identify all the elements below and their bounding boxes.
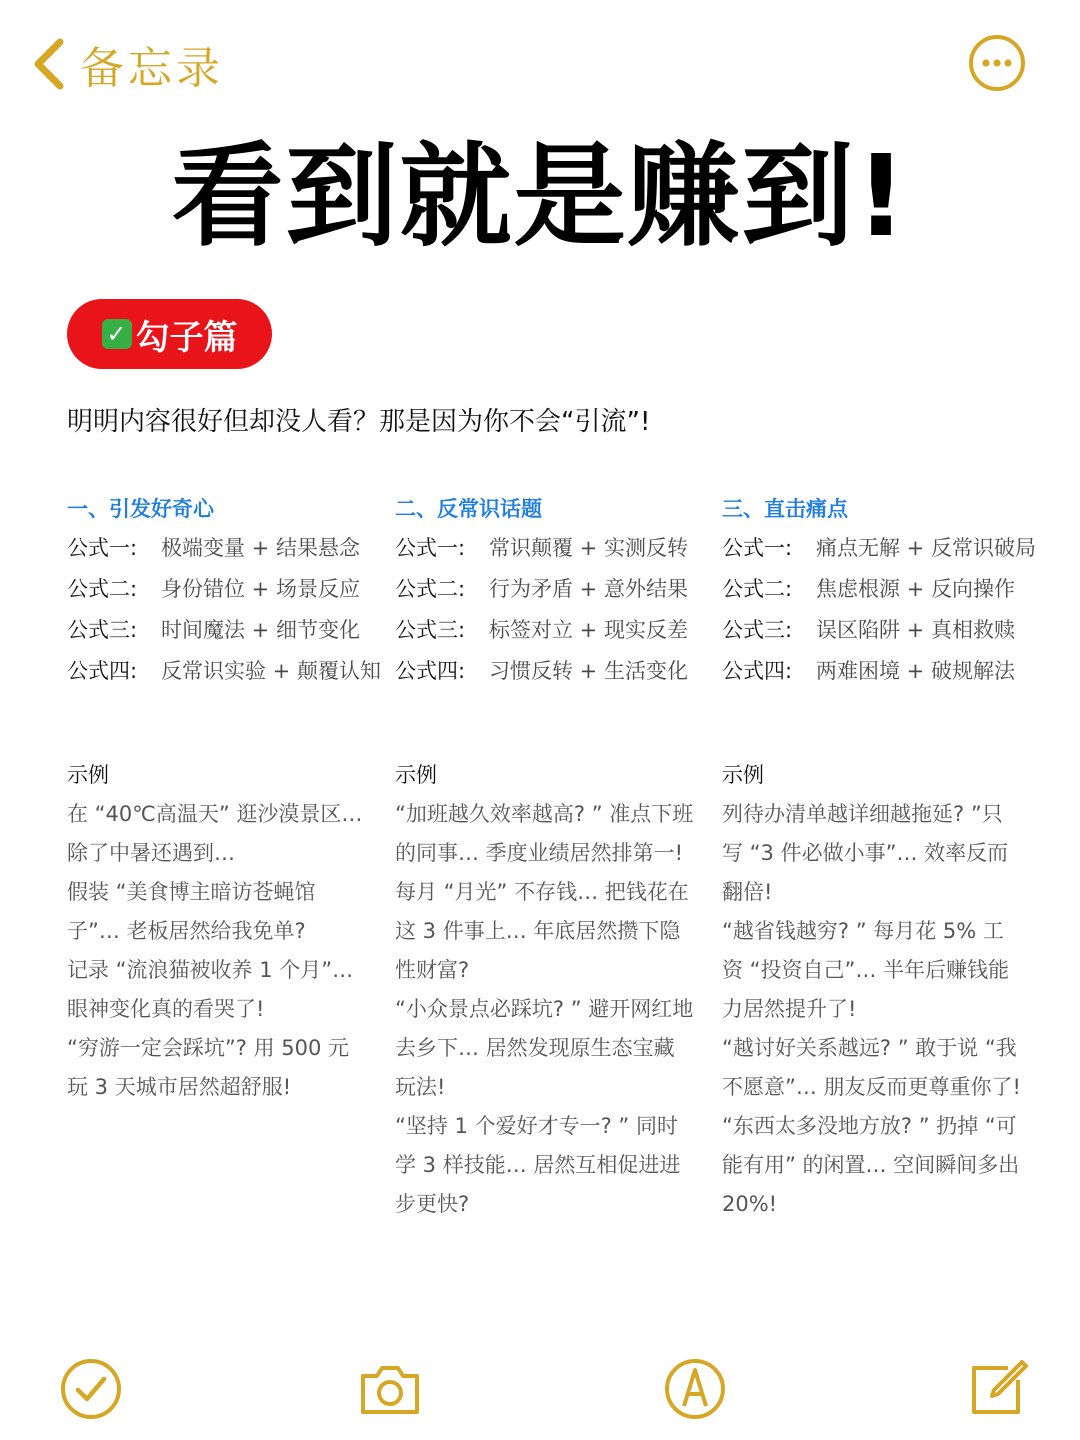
category-tag xyxy=(67,299,272,369)
example-item: “小众景点必踩坑? ” 避开网红地去乡下… 居然发现原生态宝藏玩法! xyxy=(395,997,694,1099)
example-item: 假装 “美食博主暗访苍蝇馆子”… 老板居然给我免单? xyxy=(67,880,316,943)
formula-text: 行为矛盾 + 意外结果 xyxy=(489,577,688,601)
column-title: 二、反常识话题 xyxy=(395,497,542,521)
formula-item xyxy=(722,569,1052,610)
example-item: 每月 “月光” 不存钱… 把钱花在这 3 件事上… 年底居然攒下隐性财富? xyxy=(395,880,689,982)
camera-icon[interactable] xyxy=(355,1354,425,1424)
formula-text: 误区陷阱 + 真相救赎 xyxy=(816,618,1015,642)
formula-label: 公式一: xyxy=(722,536,793,560)
top-navigation-bar xyxy=(0,0,1080,130)
example-item: 在 “40℃高温天” 逛沙漠景区… 除了中暑还遇到… xyxy=(67,802,363,865)
example-item: “东西太多没地方放? ” 扔掉 “可能有用” 的闲置… 空间瞬间多出 20%! xyxy=(722,1114,1020,1216)
column-title: 一、引发好奇心 xyxy=(67,497,214,521)
example-item: “加班越久效率越高? ” 准点下班的同事… 季度业绩居然排第一! xyxy=(395,802,694,865)
formula-label: 公式四: xyxy=(395,659,466,683)
formula-item xyxy=(722,610,1052,651)
formula-text: 痛点无解 + 反常识破局 xyxy=(816,536,1036,560)
formula-label: 公式四: xyxy=(67,659,138,683)
back-label: 备忘录 xyxy=(80,43,224,94)
formula-item xyxy=(722,651,1052,692)
example-item: “穷游一定会踩坑”? 用 500 元玩 3 天城市居然超舒服! xyxy=(67,1036,350,1099)
formula-label: 公式二: xyxy=(722,577,793,601)
formula-text: 标签对立 + 现实反差 xyxy=(489,618,688,642)
formula-list xyxy=(67,528,397,692)
example-item: “坚持 1 个爱好才专一? ” 同时学 3 样技能… 居然互相促进进步更快? xyxy=(395,1114,681,1216)
example-list xyxy=(395,795,695,1224)
formula-label: 公式三: xyxy=(67,618,138,642)
formula-item xyxy=(67,610,397,651)
back-button[interactable] xyxy=(30,34,224,94)
formula-label: 公式二: xyxy=(395,577,466,601)
formula-label: 公式一: xyxy=(67,536,138,560)
formula-label: 公式四: xyxy=(722,659,793,683)
more-icon[interactable] xyxy=(968,34,1026,92)
formula-item xyxy=(67,651,397,692)
formula-text: 常识颠覆 + 实测反转 xyxy=(489,536,688,560)
formula-text: 两难困境 + 破规解法 xyxy=(816,659,1015,683)
formula-text: 焦虑根源 + 反向操作 xyxy=(816,577,1015,601)
example-title: 示例 xyxy=(395,763,437,787)
example-title: 示例 xyxy=(67,763,109,787)
column-counterintuitive xyxy=(395,492,725,692)
formula-label: 公式一: xyxy=(395,536,466,560)
pen-tip-circle-icon[interactable] xyxy=(660,1354,730,1424)
formula-list xyxy=(722,528,1052,692)
formula-label: 公式三: xyxy=(395,618,466,642)
formula-text: 极端变量 + 结果悬念 xyxy=(161,536,360,560)
example-title: 示例 xyxy=(722,763,764,787)
formula-item xyxy=(395,528,725,569)
chevron-left-icon xyxy=(30,36,70,92)
example-item: “越讨好关系越远? ” 敢于说 “我不愿意”… 朋友反而更尊重你了! xyxy=(722,1036,1021,1099)
tag-label: 勾子篇 xyxy=(135,317,238,358)
example-list xyxy=(67,795,367,1107)
compose-icon[interactable] xyxy=(962,1354,1032,1424)
note-headline: 看到就是赚到! xyxy=(171,132,909,262)
formula-text: 身份错位 + 场景反应 xyxy=(161,577,360,601)
formula-item xyxy=(67,569,397,610)
formula-item xyxy=(395,610,725,651)
example-list xyxy=(722,795,1022,1224)
formula-item xyxy=(395,569,725,610)
formula-text: 时间魔法 + 细节变化 xyxy=(161,618,360,642)
formula-label: 公式三: xyxy=(722,618,793,642)
example-item: 列待办清单越详细越拖延? ”只写 “3 件必做小事”… 效率反而翻倍! xyxy=(722,802,1009,904)
checkmark-circle-icon[interactable] xyxy=(56,1354,126,1424)
formula-item xyxy=(722,528,1052,569)
example-item: 记录 “流浪猫被收养 1 个月”… 眼神变化真的看哭了! xyxy=(67,958,354,1021)
formula-item xyxy=(67,528,397,569)
example-item: “越省钱越穷? ” 每月花 5% 工资 “投资自己”… 半年后赚钱能力居然提升了! xyxy=(722,919,1010,1021)
intro-text: 明明内容很好但却没人看？那是因为你不会“引流”! xyxy=(67,407,651,437)
formula-text: 习惯反转 + 生活变化 xyxy=(489,659,688,683)
column-title: 三、直击痛点 xyxy=(722,497,848,521)
bottom-toolbar xyxy=(0,1340,1080,1440)
checkmark-icon: ✓ xyxy=(102,319,132,349)
formula-list xyxy=(395,528,725,692)
column-pain-points xyxy=(722,492,1052,692)
column-curiosity xyxy=(67,492,397,692)
formula-label: 公式二: xyxy=(67,577,138,601)
formula-text: 反常识实验 + 颠覆认知 xyxy=(161,659,381,683)
formula-item xyxy=(395,651,725,692)
